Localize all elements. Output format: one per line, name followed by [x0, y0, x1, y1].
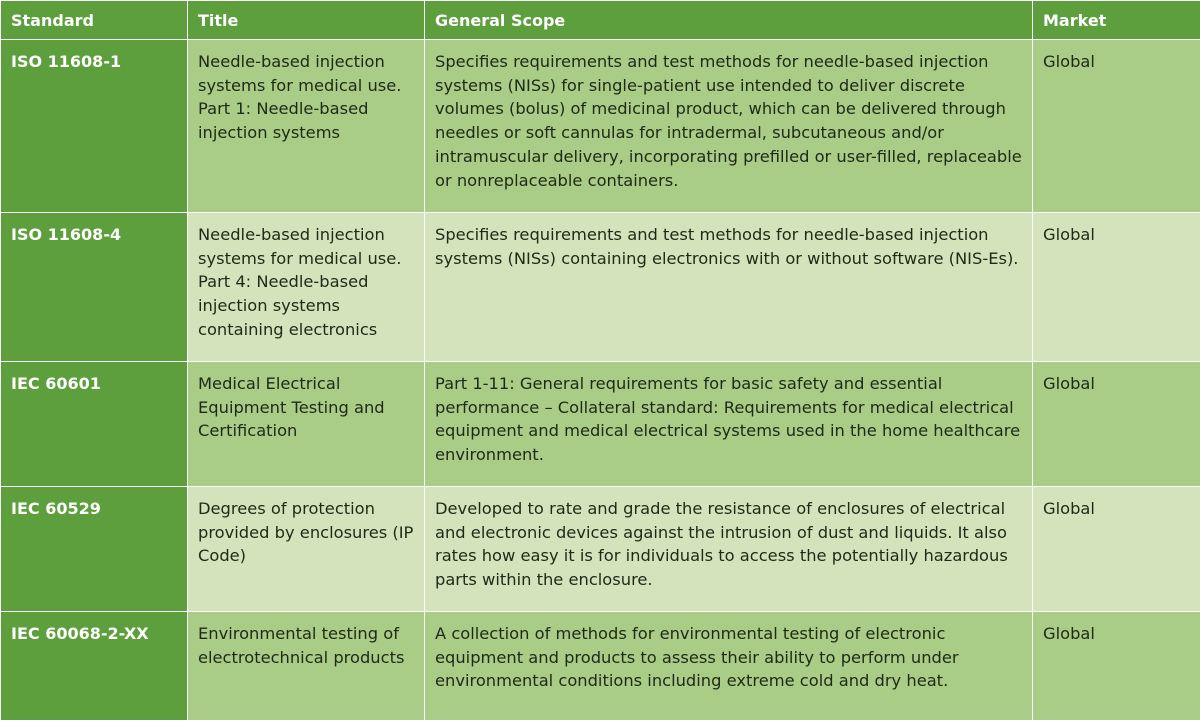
- table-row: [1, 612, 1200, 721]
- standard-cell: IEC 60601: [1, 362, 188, 487]
- title-cell: Needle-based injection systems for medical use. Part 1: Needle-based injection systems: [188, 40, 425, 213]
- title-cell: Medical Electrical Equipment Testing and Certification: [188, 362, 425, 487]
- standard-cell: ISO 11608-1: [1, 40, 188, 213]
- header-row: [1, 1, 1200, 40]
- market-cell: Global: [1033, 213, 1200, 362]
- market-cell: Global: [1033, 362, 1200, 487]
- title-cell: Environmental testing of electrotechnical products: [188, 612, 425, 721]
- column-header-title: Title: [188, 1, 425, 40]
- column-header-general-scope: General Scope: [425, 1, 1033, 40]
- scope-cell: Specifies requirements and test methods for needle-based injection systems (NISs) containing electronics with or without software (NIS-Es).: [425, 213, 1033, 362]
- table-row: [1, 213, 1200, 362]
- table-row: [1, 487, 1200, 612]
- column-header-market: Market: [1033, 1, 1200, 40]
- market-cell: Global: [1033, 487, 1200, 612]
- scope-cell: Developed to rate and grade the resistance of enclosures of electrical and electronic devices against the intrusion of dust and liquids. It also rates how easy it is for individuals to access the potentially hazardous parts within the enclosure.: [425, 487, 1033, 612]
- scope-cell: Part 1-11: General requirements for basic safety and essential performance – Collateral standard: Requirements for medical electrical equipment and medical electrical systems used in the home healthcare environment.: [425, 362, 1033, 487]
- market-cell: Global: [1033, 40, 1200, 213]
- market-cell: Global: [1033, 612, 1200, 721]
- standard-cell: IEC 60068-2-XX: [1, 612, 188, 721]
- standard-cell: IEC 60529: [1, 487, 188, 612]
- standard-cell: ISO 11608-4: [1, 213, 188, 362]
- column-header-standard: Standard: [1, 1, 188, 40]
- scope-cell: Specifies requirements and test methods for needle-based injection systems (NISs) for single-patient use intended to deliver discrete volumes (bolus) of medicinal product, which can be delivered through needles or soft cannulas for intradermal, subcutaneous and/or intramuscular delivery, incorporating prefilled or user-filled, replaceable or nonreplaceable containers.: [425, 40, 1033, 213]
- table-row: [1, 40, 1200, 213]
- title-cell: Needle-based injection systems for medical use. Part 4: Needle-based injection systems containing electronics: [188, 213, 425, 362]
- table-row: [1, 362, 1200, 487]
- title-cell: Degrees of protection provided by enclosures (IP Code): [188, 487, 425, 612]
- scope-cell: A collection of methods for environmental testing of electronic equipment and products to assess their ability to perform under environmental conditions including extreme cold and dry heat.: [425, 612, 1033, 721]
